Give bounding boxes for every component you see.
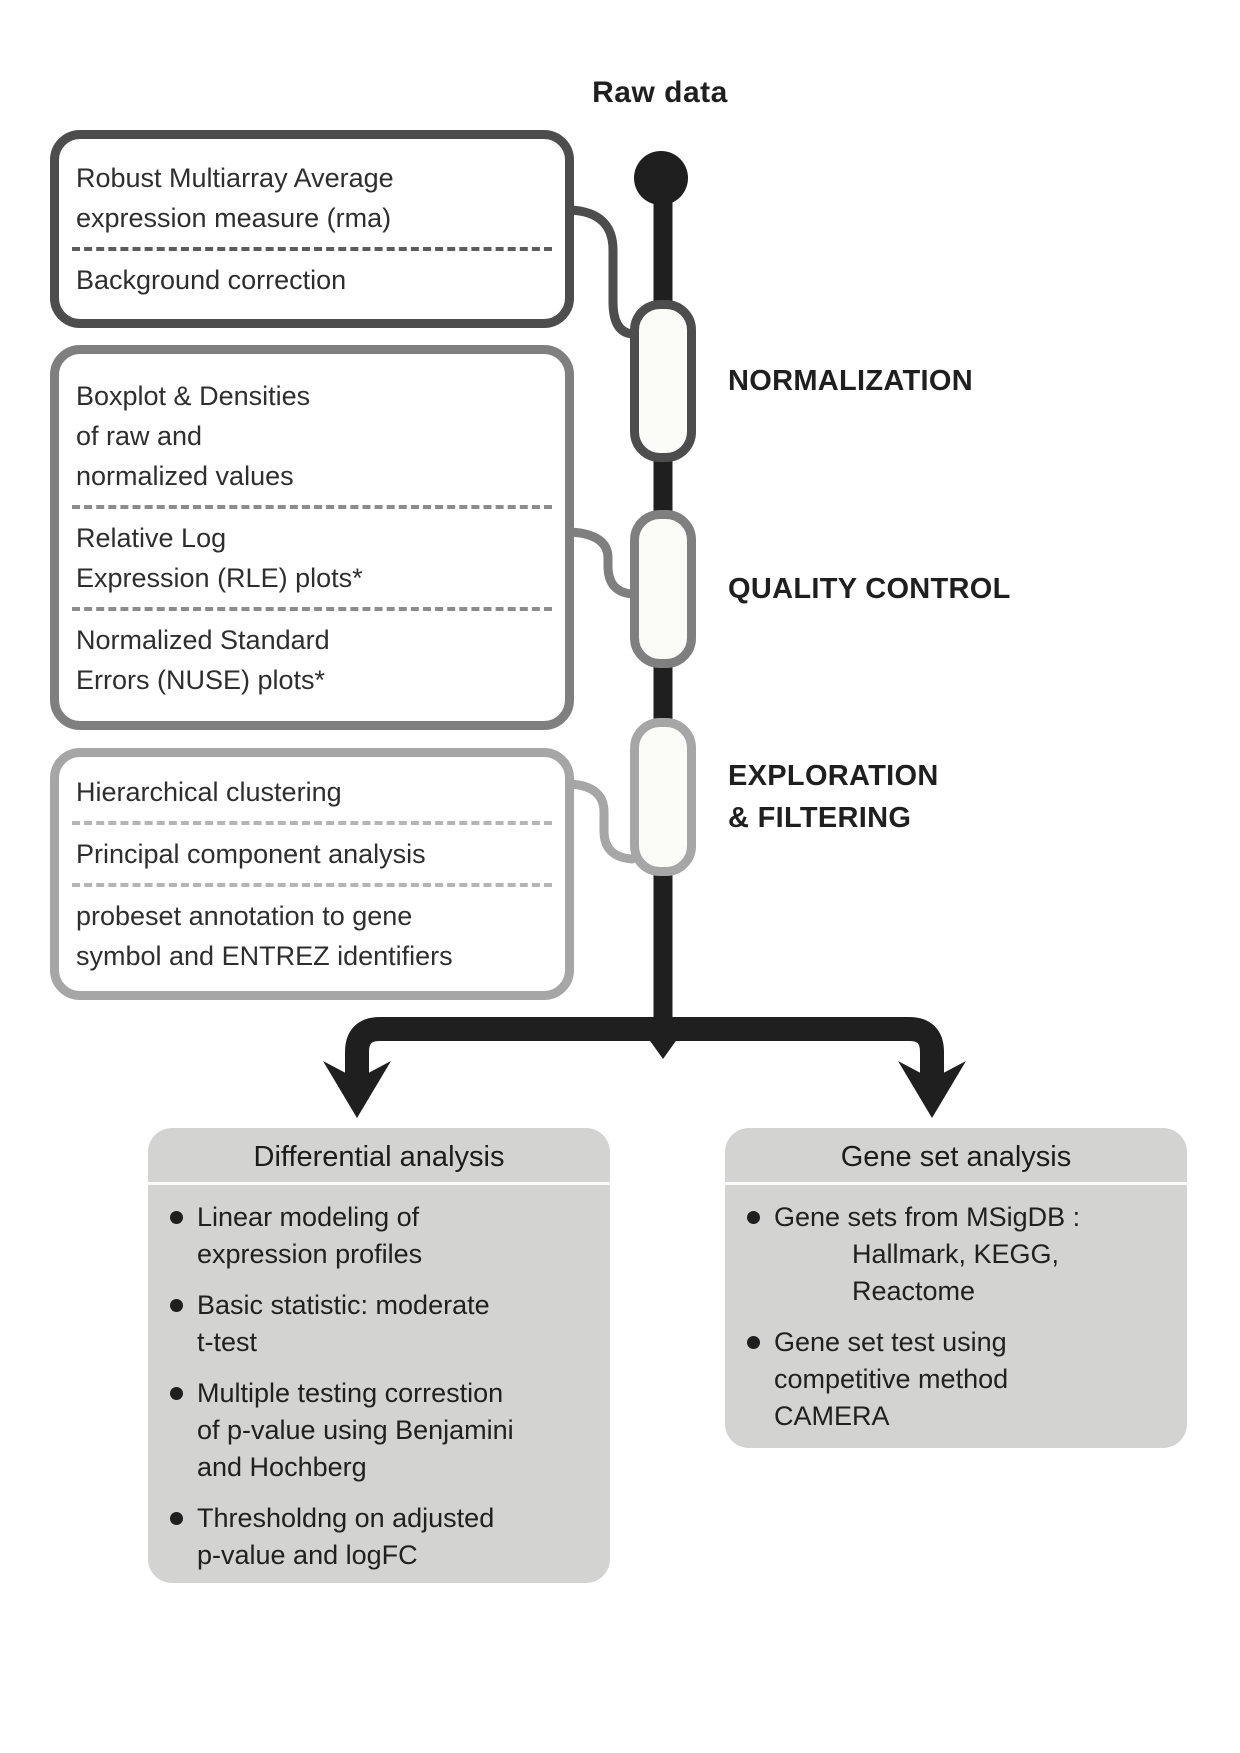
step-item [76,518,548,598]
step-item [76,620,548,700]
panel-title: Differential analysis [148,1128,610,1185]
bullet-line: p-value and logFC [197,1540,418,1570]
step-line: Principal component analysis [76,839,426,869]
bullet-line: Thresholdng on adjusted [197,1503,495,1533]
stage-node-normalization [630,300,696,462]
step-item [76,158,548,238]
stage-label-exploration [728,755,1148,839]
step-line: Relative Log [76,522,227,553]
step-line: symbol and ENTREZ identifiers [76,941,453,971]
raw-data-node-icon [634,151,688,205]
step-line: Normalized Standard [76,624,330,655]
dashed-divider [72,247,552,251]
step-line: Expression (RLE) plots* [76,562,363,593]
stage-node-quality-control [630,510,696,668]
step-line: Errors (NUSE) plots* [76,664,326,695]
dashed-divider [72,505,552,509]
step-box-quality-control [50,345,574,730]
bullet-line: Gene set test using [774,1327,1007,1357]
step-box-exploration [50,748,574,1000]
step-line: Background correction [76,265,347,295]
branch-split-bar [357,1029,932,1080]
step-item [76,772,548,812]
step-line: Boxplot & Densities [76,380,311,411]
stage-label-quality-control [728,568,1148,610]
bullet-line: Basic statistic: moderate [197,1290,490,1320]
bullet-line: Reactome [852,1276,976,1306]
branch-panel-differential-analysis [148,1128,610,1583]
dashed-divider [72,821,552,825]
bullet-line: Hallmark, KEGG, [852,1239,1060,1269]
step-item [76,896,548,976]
step-line: probeset annotation to gene [76,901,413,931]
stage-label-line: EXPLORATION [728,760,939,792]
dashed-divider [72,883,552,887]
stage-label-line: NORMALIZATION [728,365,973,397]
bullet-line: Gene sets from MSigDB : [774,1202,1081,1232]
bullet-item [170,1500,596,1574]
bullet-item [747,1199,1173,1310]
bullet-line: Multiple testing correstion [197,1378,504,1408]
bullet-dot-icon [170,1387,183,1400]
junction-point [648,1038,678,1059]
bullet-dot-icon [170,1512,183,1525]
step-line: Hierarchical clustering [76,777,342,807]
bullet-line: CAMERA [774,1401,890,1431]
connector-quality-control [570,532,632,594]
connector-normalization [570,210,632,334]
bullet-dot-icon [747,1336,760,1349]
step-line: of raw and [76,420,203,451]
step-item [76,834,548,874]
branch-panel-gene-set-analysis [725,1128,1187,1448]
step-box-normalization [50,130,574,328]
bullet-line: competitive method [774,1364,1009,1394]
raw-data-label: Raw data [592,76,728,109]
panel-bullet-list [148,1185,610,1574]
connector-exploration [570,784,632,859]
bullet-dot-icon [170,1299,183,1312]
step-line: expression measure (rma) [76,203,392,233]
dashed-divider [72,607,552,611]
bullet-item [170,1287,596,1361]
panel-title: Gene set analysis [725,1128,1187,1185]
step-item [76,260,548,300]
step-line: Robust Multiarray Average [76,163,394,193]
panel-bullet-list [725,1185,1187,1435]
stage-label-line: & FILTERING [728,802,912,834]
bullet-line: expression profiles [197,1239,423,1269]
stage-label-normalization [728,360,1148,402]
bullet-line: t-test [197,1327,258,1357]
bullet-item [170,1199,596,1273]
stage-label-line: QUALITY CONTROL [728,573,1011,605]
bullet-line: and Hochberg [197,1452,367,1482]
bullet-item [170,1375,596,1486]
bullet-line: Linear modeling of [197,1202,420,1232]
step-line: normalized values [76,460,294,491]
stage-node-exploration [630,718,696,876]
bullet-line: of p-value using Benjamini [197,1415,514,1445]
step-item [76,376,548,496]
bullet-dot-icon [170,1211,183,1224]
bullet-item [747,1324,1173,1435]
bullet-dot-icon [747,1211,760,1224]
